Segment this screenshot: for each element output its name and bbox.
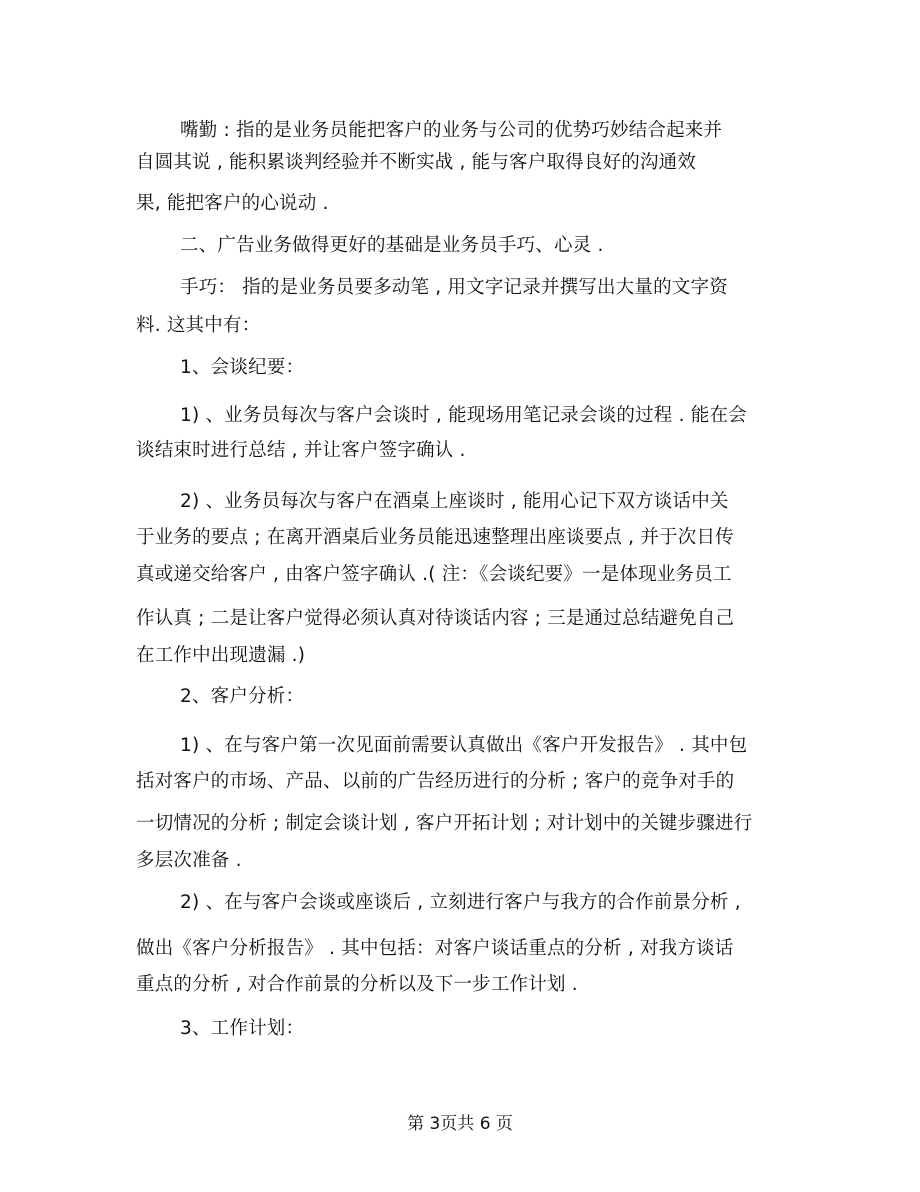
text-line: 作认真 ; 二是让客户觉得必须认真对待谈话内容 ; 三是通过总结避免自己 (136, 608, 735, 629)
text-line: 料. 这其中有： (136, 315, 261, 336)
text-line: 果, 能把客户的心说动 . (136, 193, 329, 214)
subsection-heading: 2、客户分析： (180, 686, 305, 707)
text-line: 1) 、在与客户第一次见面前需要认真做出《客户开发报告》 . 其中包 (180, 735, 748, 756)
text-line: 1) 、业务员每次与客户会谈时 , 能现场用笔记录会谈的过程 . 能在会 (180, 405, 747, 426)
text-line: 在工作中出现遗漏 .) (136, 645, 306, 666)
text-line: 谈结束时进行总结 , 并让客户签字确认 . (136, 440, 466, 461)
text-line: 手巧： 指的是业务员要多动笔 , 用文字记录并撰写出大量的文字资 (180, 277, 728, 298)
text-line: 一切情况的分析 ; 制定会谈计划 , 客户开拓计划 ; 对计划中的关键步骤进行 (136, 813, 753, 834)
text-line: 嘴勤 : 指的是业务员能把客户的业务与公司的优势巧妙结合起来并 (180, 120, 723, 141)
text-line: 重点的分析 , 对合作前景的分析以及下一步工作计划 . (136, 974, 578, 995)
subsection-heading: 3、工作计划： (180, 1018, 305, 1039)
section-heading: 二、广告业务做得更好的基础是业务员手巧、心灵 . (180, 235, 604, 256)
page-footer: 第 3页共 6 页 (407, 1114, 513, 1134)
text-line: 真或递交给客户 , 由客户签字确认 .( 注：《会谈纪要》一是体现业务员工 (136, 564, 732, 585)
text-line: 做出《客户分析报告》 . 其中包括：对客户谈话重点的分析 , 对我方谈话 (136, 938, 734, 959)
text-line: 自圆其说 , 能积累谈判经验并不断实战 , 能与客户取得良好的沟通效 (136, 152, 697, 173)
text-line: 括对客户的市场、产品、以前的广告经历进行的分析 ; 客户的竞争对手的 (136, 771, 735, 792)
subsection-heading: 1、会谈纪要： (180, 357, 305, 378)
text-line: 于业务的要点 ; 在离开酒桌后业务员能迅速整理出座谈要点 , 并于次日传 (136, 527, 734, 548)
text-line: 2) 、业务员每次与客户在酒桌上座谈时 , 能用心记下双方谈话中关 (180, 491, 729, 512)
text-line: 多层次准备 . (136, 850, 242, 871)
text-line: 2) 、在与客户会谈或座谈后 , 立刻进行客户与我方的合作前景分析 , (180, 892, 741, 913)
